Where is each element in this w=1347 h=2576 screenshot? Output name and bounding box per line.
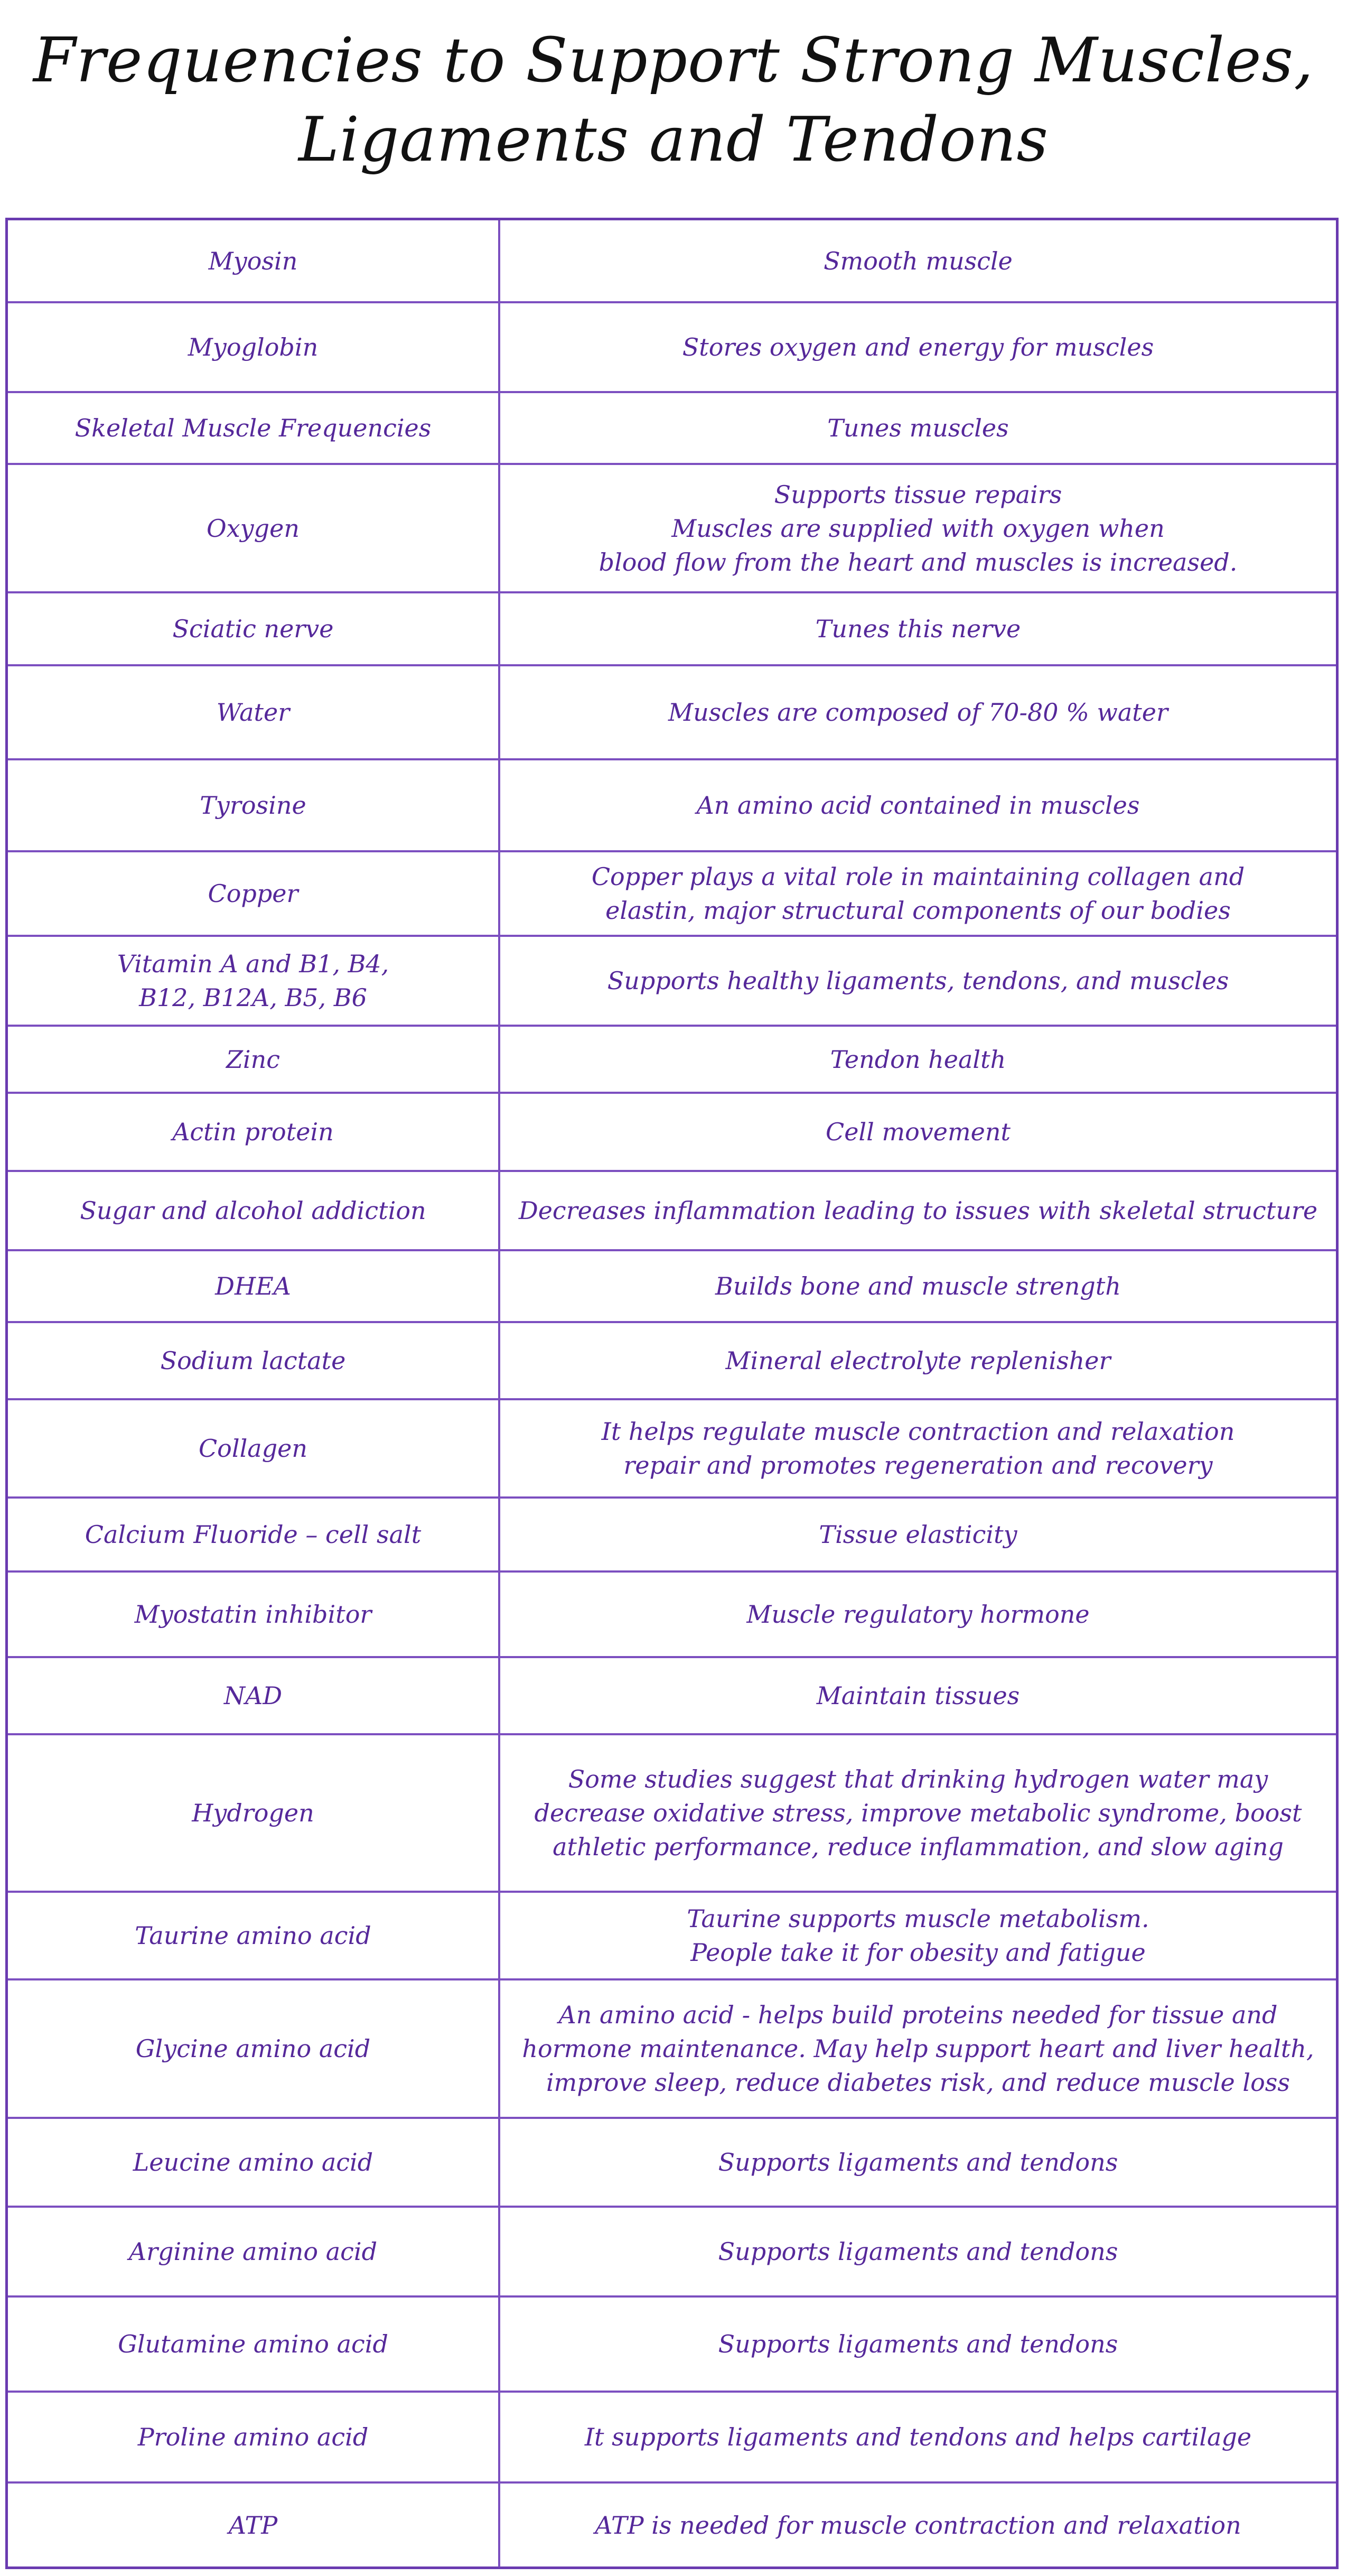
frequency-description: Smooth muscle [824,246,1013,275]
table-row [8,464,1336,592]
frequency-name: DHEA [8,1250,499,1322]
frequencies-table [5,218,1339,2569]
title-line-2: Ligaments and Tendons [298,104,1049,175]
frequency-name: Collagen [8,1399,499,1498]
table-row [8,2207,1336,2296]
frequency-description: Builds bone and muscle strength [499,1250,1336,1322]
frequency-description: An amino acid contained in muscles [499,759,1336,851]
frequency-name: Skeletal Muscle Frequencies [8,392,499,464]
frequency-name: Water [8,665,499,759]
page-title [0,21,1347,196]
table-row [8,1399,1336,1498]
frequency-name: NAD [8,1657,499,1734]
frequency-name: Myosin [8,220,499,302]
frequency-description: Mineral electrolyte replenisher [499,1322,1336,1399]
frequency-description: Some studies suggest that drinking hydrogen water may decrease oxidative stress, improve metabolic syndrome, boost athletic performance, reduce inflammation, and slow aging [499,1734,1336,1892]
frequency-name: Actin protein [8,1093,499,1171]
frequency-name: Hydrogen [8,1734,499,1892]
table-row [8,1322,1336,1399]
table-row [8,759,1336,851]
frequency-description: Tunes this nerve [499,592,1336,665]
table-row [8,2482,1336,2567]
frequency-name: Leucine amino acid [8,2118,499,2207]
table-row [8,2392,1336,2482]
table-row [8,592,1336,665]
table-row [8,1026,1336,1093]
frequency-description: Tissue elasticity [499,1498,1336,1571]
frequency-name: Glycine amino acid [8,1979,499,2118]
frequency-name: Copper [8,851,499,936]
table-row [8,1571,1336,1657]
frequency-name: Arginine amino acid [8,2207,499,2296]
frequency-name: Zinc [8,1026,499,1093]
table-row [8,2118,1336,2207]
table-row [8,665,1336,759]
frequencies-table-grid [8,220,1336,2567]
table-row [8,392,1336,464]
table-row [8,1979,1336,2118]
frequency-description: It supports ligaments and tendons and helps cartilage [499,2392,1336,2482]
frequency-description: Stores oxygen and energy for muscles [499,302,1336,392]
table-row [8,1498,1336,1571]
frequency-name: Calcium Fluoride – cell salt [8,1498,499,1571]
frequency-description: An amino acid - helps build proteins needed for tissue and hormone maintenance. May help support heart and liver health, improve sleep, reduce diabetes risk, and reduce muscle loss [499,1979,1336,2118]
frequency-description: Taurine supports muscle metabolism. People take it for obesity and fatigue [499,1892,1336,1979]
frequency-description: Supports ligaments and tendons [499,2296,1336,2392]
frequency-description: Tunes muscles [499,392,1336,464]
frequency-description: It helps regulate muscle contraction and relaxation repair and promotes regeneration and recovery [499,1399,1336,1498]
frequency-name: Myoglobin [8,302,499,392]
frequency-name: Vitamin A and B1, B4, B12, B12A, B5, B6 [8,936,499,1026]
frequency-name: Sugar and alcohol addiction [8,1171,499,1250]
frequency-description: Supports ligaments and tendons [499,2118,1336,2207]
frequency-name: Taurine amino acid [8,1892,499,1979]
table-row [8,302,1336,392]
frequency-name: Sciatic nerve [8,592,499,665]
table-row [8,1093,1336,1171]
table-row [8,1657,1336,1734]
frequency-name: Sodium lactate [8,1322,499,1399]
frequency-description: ATP is needed for muscle contraction and relaxation [499,2482,1336,2567]
table-row [8,1250,1336,1322]
frequency-name: Tyrosine [8,759,499,851]
frequency-name: Oxygen [8,464,499,592]
table-row [8,2296,1336,2392]
frequency-description: Muscles are composed of 70-80 % water [499,665,1336,759]
frequency-name: ATP [8,2482,499,2567]
title-line-1: Frequencies to Support Strong Muscles, [33,25,1314,96]
frequency-name: Glutamine amino acid [8,2296,499,2392]
table-row [8,1734,1336,1892]
table-row [8,220,1336,302]
frequency-name: Myostatin inhibitor [8,1571,499,1657]
table-row [8,936,1336,1026]
frequency-description: Cell movement [499,1093,1336,1171]
table-row [8,1171,1336,1250]
frequency-description: Tendon health [499,1026,1336,1093]
frequency-description: Maintain tissues [499,1657,1336,1734]
frequency-name: Proline amino acid [8,2392,499,2482]
frequency-description: Supports healthy ligaments, tendons, and muscles [499,936,1336,1026]
frequency-description: Muscle regulatory hormone [499,1571,1336,1657]
frequency-description: Copper plays a vital role in maintaining collagen and elastin, major structural components of our bodies [499,851,1336,936]
frequency-description: Supports ligaments and tendons [499,2207,1336,2296]
frequency-description: Decreases inflammation leading to issues with skeletal structure [499,1171,1336,1250]
table-row [8,851,1336,936]
frequency-description: Supports tissue repairs Muscles are supplied with oxygen when blood flow from the heart and muscles is increased. [499,464,1336,592]
table-row [8,1892,1336,1979]
